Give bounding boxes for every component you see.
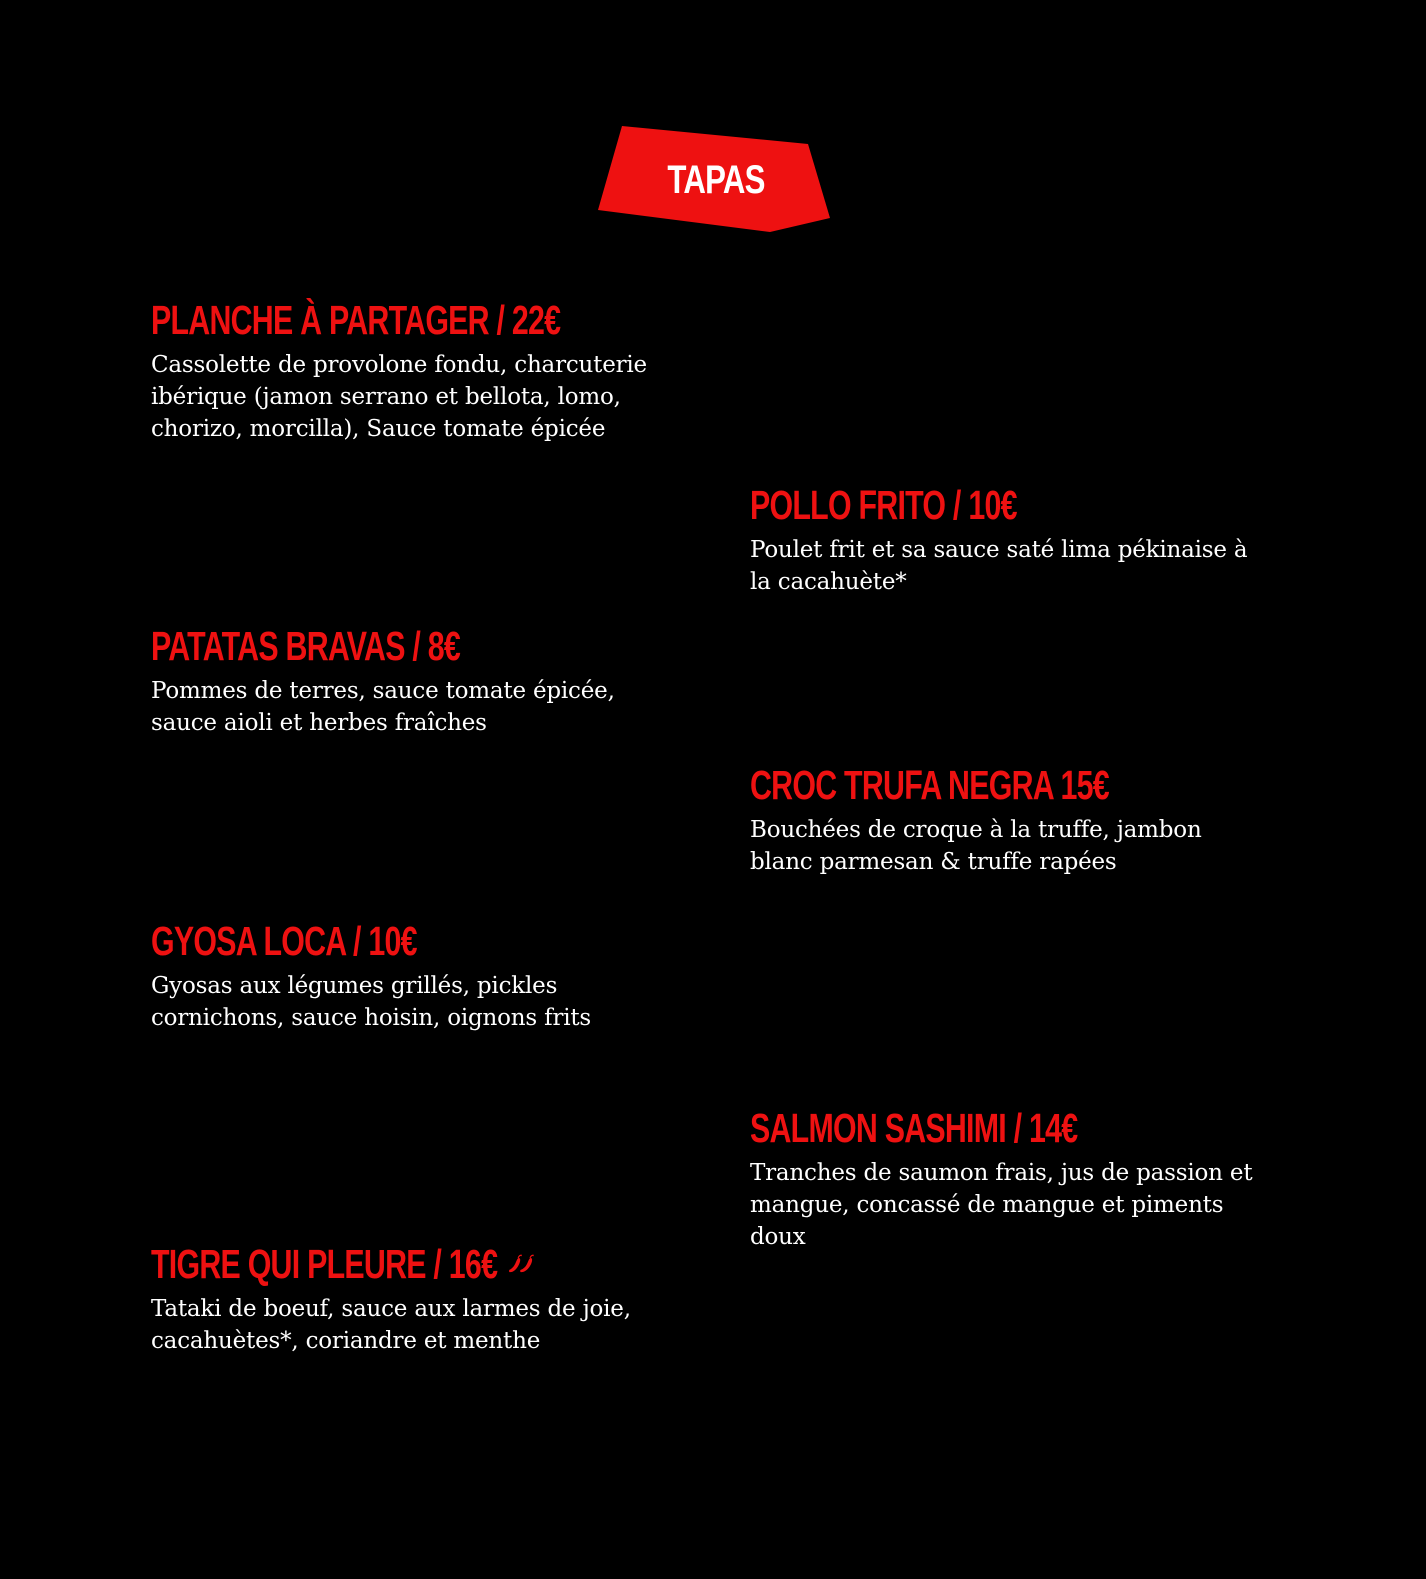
- menu-item-title: [151, 918, 536, 964]
- menu-item-description: Gyosas aux légumes grillés, pickles cornichons, sauce hoisin, oignons frits: [151, 973, 592, 1031]
- menu-item-title: [750, 762, 1135, 808]
- menu-item-description: Bouchées de croque à la truffe, jambon blanc parmesan & truffe rapées: [750, 817, 1202, 875]
- menu-item-title-text: GYOSA LOCA / 10€: [151, 918, 417, 964]
- menu-item-gyosa: [151, 918, 671, 1034]
- menu-item-pollo: [750, 482, 1270, 598]
- menu-item-planche: [151, 297, 671, 445]
- menu-item-description: Pommes de terres, sauce tomate épicée, sauce aioli et herbes fraîches: [151, 678, 615, 736]
- menu-item-tigre: [151, 1241, 671, 1357]
- menu-item-title: [151, 297, 561, 343]
- menu-item-patatas: [151, 623, 671, 739]
- menu-item-description: Poulet frit et sa sauce saté lima pékinaise à la cacahuète*: [750, 537, 1248, 595]
- menu-item-title: [750, 482, 1135, 528]
- menu-item-description: Cassolette de provolone fondu, charcuterie ibérique (jamon serrano et bellota, lomo, chorizo, morcilla), Sauce tomate épicée: [151, 352, 647, 442]
- menu-item-description: Tranches de saumon frais, jus de passion et mangue, concassé de mangue et piments doux: [750, 1160, 1253, 1250]
- menu-item-salmon: [750, 1105, 1270, 1253]
- menu-item-title: [151, 1241, 536, 1287]
- menu-item-title-text: CROC TRUFA NEGRA 15€: [750, 762, 1109, 808]
- menu-item-title-text: POLLO FRITO / 10€: [750, 482, 1017, 528]
- menu-item-title-text: PLANCHE À PARTAGER / 22€: [151, 297, 561, 343]
- section-banner: [598, 126, 834, 234]
- menu-item-description: Tataki de boeuf, sauce aux larmes de joie, cacahuètes*, coriandre et menthe: [151, 1296, 631, 1354]
- menu-item-title-text: PATATAS BRAVAS / 8€: [151, 623, 461, 669]
- menu-item-title-text: SALMON SASHIMI / 14€: [750, 1105, 1078, 1151]
- menu-item-croc: [750, 762, 1270, 878]
- menu-item-title: [151, 623, 536, 669]
- menu-item-title-text: TIGRE QUI PLEURE / 16€: [151, 1241, 498, 1287]
- menu-item-title: [750, 1105, 1135, 1151]
- chili-peppers-icon: [508, 1244, 536, 1284]
- section-title: TAPAS: [667, 158, 765, 202]
